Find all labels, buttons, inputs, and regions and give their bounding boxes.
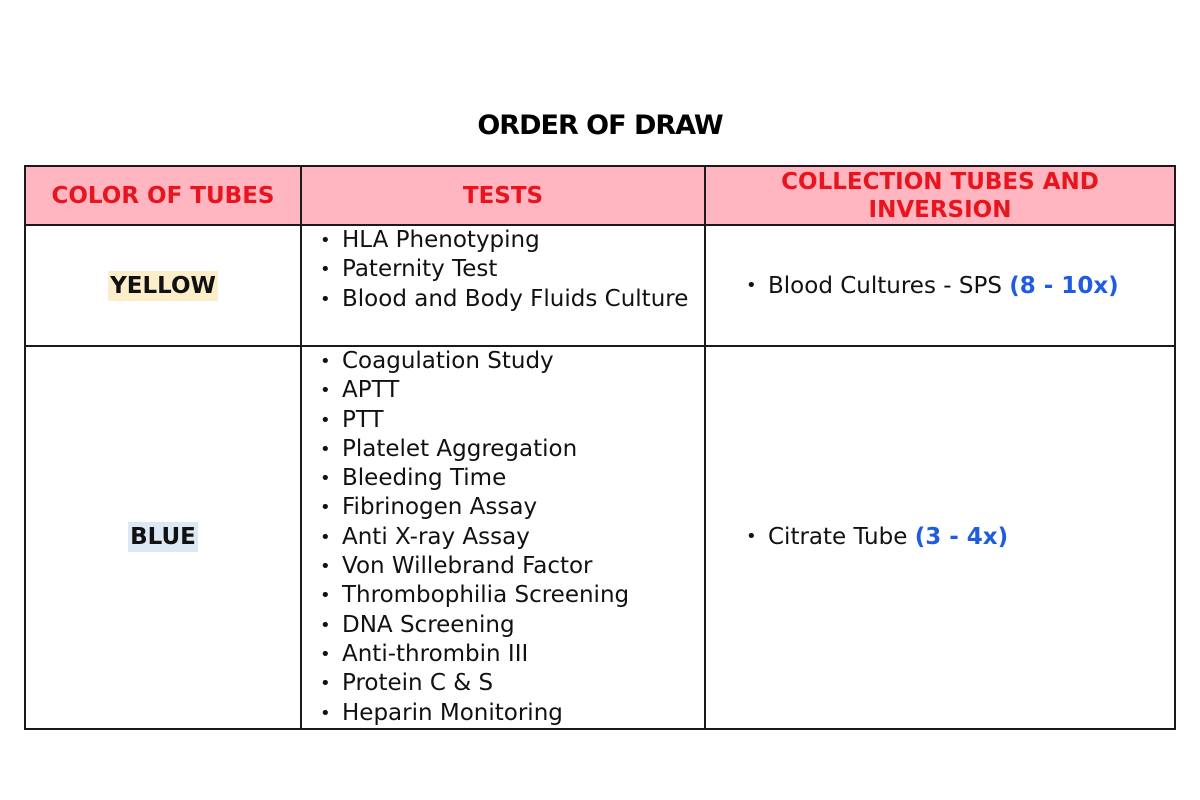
tube-name: Blood Cultures - SPS <box>768 272 1002 299</box>
table-header-row <box>25 166 1175 225</box>
color-cell <box>25 225 301 346</box>
test-list-blue <box>302 347 694 728</box>
list-item: • Anti X-ray Assay <box>342 523 694 552</box>
tube-entry <box>768 271 1174 301</box>
list-item: • Heparin Monitoring <box>342 699 694 728</box>
tubes-cell <box>705 225 1175 346</box>
color-cell <box>25 346 301 729</box>
list-item: • Thrombophilia Screening <box>342 581 694 610</box>
list-item: • Anti-thrombin III <box>342 640 694 669</box>
tube-name: Citrate Tube <box>768 524 908 551</box>
test-list-yellow <box>302 226 694 314</box>
list-item: • Bleeding Time <box>342 464 694 493</box>
list-item: • Platelet Aggregation <box>342 435 694 464</box>
list-item: • PTT <box>342 406 694 435</box>
header-collection-tubes: COLLECTION TUBES AND INVERSION <box>705 166 1175 225</box>
list-item: • DNA Screening <box>342 611 694 640</box>
page-title: ORDER OF DRAW <box>477 110 723 141</box>
list-item: • HLA Phenotyping <box>342 226 694 255</box>
list-item: • Fibrinogen Assay <box>342 493 694 522</box>
color-label-blue: BLUE <box>130 524 196 551</box>
color-label-yellow: YELLOW <box>110 272 216 299</box>
list-item: • Blood and Body Fluids Culture <box>342 285 694 314</box>
table-row-yellow <box>25 225 1175 346</box>
inversion-count: (3 - 4x) <box>914 524 1009 551</box>
header-color-of-tubes: COLOR OF TUBES <box>25 166 301 225</box>
tube-entry <box>768 522 1174 552</box>
list-item: • APTT <box>342 376 694 405</box>
tests-cell <box>301 225 705 346</box>
tubes-cell <box>705 346 1175 729</box>
list-item: • Coagulation Study <box>342 347 694 376</box>
list-item: • Paternity Test <box>342 255 694 284</box>
list-item: • Protein C & S <box>342 669 694 698</box>
tests-cell <box>301 346 705 729</box>
order-of-draw-table <box>24 165 1176 730</box>
header-tests: TESTS <box>301 166 705 225</box>
list-item: • Von Willebrand Factor <box>342 552 694 581</box>
inversion-count: (8 - 10x) <box>1009 272 1119 299</box>
table-row-blue <box>25 346 1175 729</box>
